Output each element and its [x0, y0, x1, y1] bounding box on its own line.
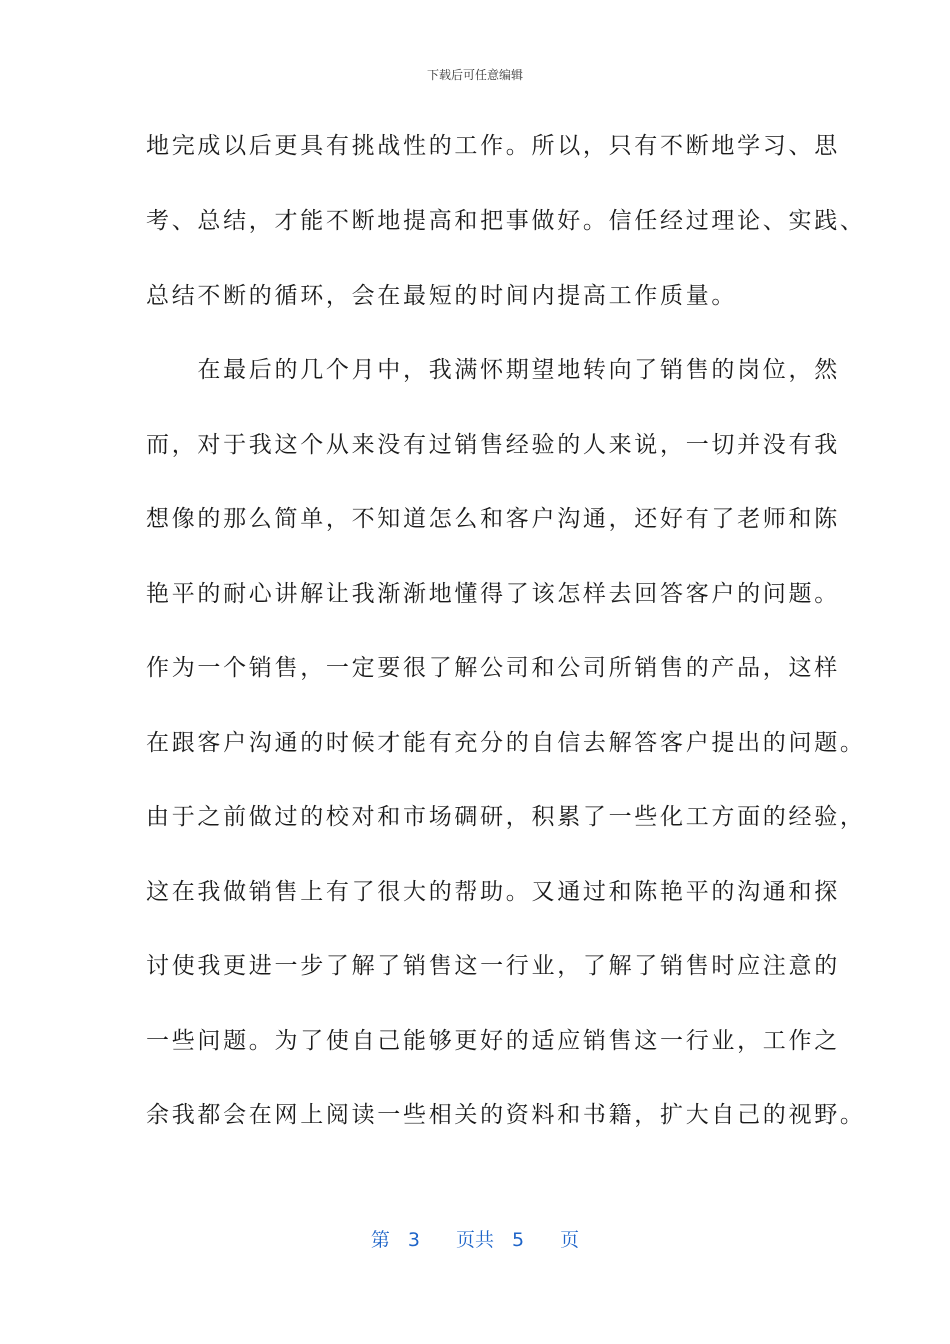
text-line: 考、总结，才能不断地提高和把事做好。信任经过理论、实践、	[146, 208, 866, 234]
footer-prefix: 第	[370, 1229, 390, 1251]
page-header-note: 下载后可任意编辑	[426, 68, 523, 82]
text-line: 由于之前做过的校对和市场碉研，积累了一些化工方面的经验，	[146, 804, 866, 830]
text-line: 想像的那么简单，不知道怎么和客户沟通，还好有了老师和陈	[146, 506, 840, 532]
text-line: 这在我做销售上有了很大的帮助。又通过和陈艳平的沟通和探	[146, 879, 840, 905]
text-line: 总结不断的循环，会在最短的时间内提高工作质量。	[146, 283, 738, 309]
footer-middle: 页共	[455, 1229, 494, 1251]
text-line: 在跟客户沟通的时候才能有充分的自信去解答客户提出的问题。	[146, 730, 866, 756]
footer-suffix: 页	[560, 1229, 580, 1251]
text-line: 而，对于我这个从来没有过销售经验的人来说，一切并没有我	[146, 432, 840, 458]
text-line: 艳平的耐心讲解让我渐渐地懂得了该怎样去回答客户的问题。	[146, 581, 840, 607]
page-footer	[0, 1225, 950, 1252]
text-line: 一些问题。为了使自己能够更好的适应销售这一行业，工作之	[146, 1028, 840, 1054]
footer-page-number: 3	[407, 1229, 420, 1251]
text-line: 余我都会在网上阅读一些相关的资料和书籍，扩大自己的视野。	[146, 1102, 866, 1128]
text-line: 在最后的几个月中，我满怀期望地转向了销售的岗位，然	[146, 357, 840, 383]
text-line: 地完成以后更具有挑战性的工作。所以，只有不断地学习、思	[146, 133, 840, 159]
footer-total-pages: 5	[512, 1229, 525, 1251]
text-line: 作为一个销售，一定要很了解公司和公司所销售的产品，这样	[146, 655, 840, 681]
text-line: 讨使我更进一步了解了销售这一行业，了解了销售时应注意的	[146, 953, 840, 979]
